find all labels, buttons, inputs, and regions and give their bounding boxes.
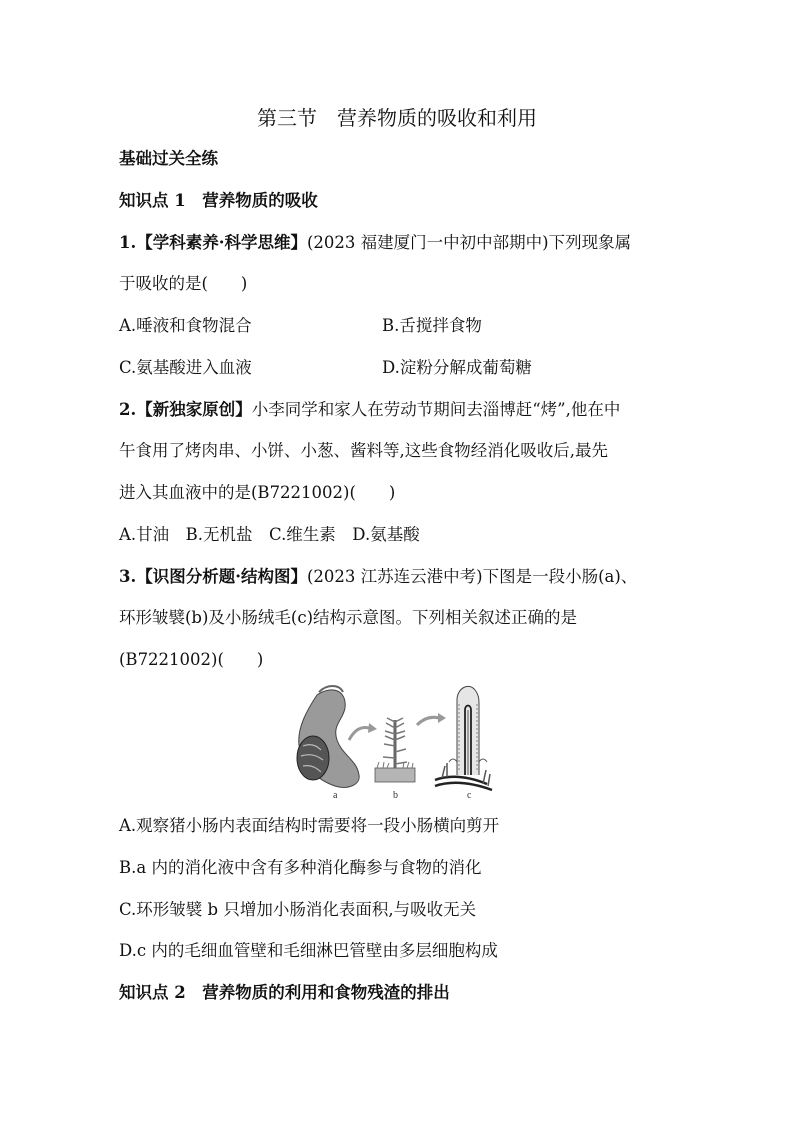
q3-stem-2: 环形皱襞(b)及小肠绒毛(c)结构示意图。下列相关叙述正确的是 [119, 608, 578, 627]
q2-stem-3: 进入其血液中的是(B7221002)( ) [119, 483, 396, 502]
q1-line1 [119, 232, 631, 254]
intestine-structure-figure [287, 680, 502, 805]
q3-option-a: A.观察猪小肠内表面结构时需要将一段小肠横向剪开 [119, 816, 500, 835]
q2-stem-2: 午食用了烤肉串、小饼、小葱、酱料等,这些食物经消化吸收后,最先 [119, 441, 608, 460]
figure-label-a: a [333, 790, 338, 801]
q2-line1 [119, 399, 620, 421]
page-title: 第三节 营养物质的吸收和利用 [257, 106, 537, 130]
q3-stem-3: (B7221002)( ) [119, 650, 264, 669]
knowledge-point-2: 知识点 2 营养物质的利用和食物残渣的排出 [119, 983, 450, 1002]
q3-stem-1: (2023 江苏连云港中考)下图是一段小肠(a)、 [306, 567, 638, 586]
q3-tag: 3.【识图分析题·结构图】 [119, 567, 307, 586]
knowledge-point-1: 知识点 1 营养物质的吸收 [119, 191, 318, 210]
q1-tag: 1.【学科素养·科学思维】 [119, 233, 307, 252]
q1-option-d: D.淀粉分解成葡萄糖 [382, 358, 532, 377]
q1-option-b: B.舌搅拌食物 [382, 316, 482, 335]
q3-option-d: D.c 内的毛细血管壁和毛细淋巴管壁由多层细胞构成 [119, 941, 498, 960]
arrow-a-to-b-icon [349, 728, 369, 741]
figure-label-b: b [393, 790, 398, 801]
q2-tag: 2.【新独家原创】 [119, 400, 252, 419]
q2-options: A.甘油 B.无机盐 C.维生素 D.氨基酸 [119, 525, 420, 544]
q3-option-c: C.环形皱襞 b 只增加小肠消化表面积,与吸收无关 [119, 900, 477, 919]
circular-fold-drawing [375, 718, 415, 782]
q1-option-a: A.唾液和食物混合 [119, 316, 252, 335]
q3-line1 [119, 566, 637, 588]
q2-stem-1: 小李同学和家人在劳动节期间去淄博赶“烤”,他在中 [251, 400, 621, 419]
q1-option-c: C.氨基酸进入血液 [119, 358, 252, 377]
section-heading: 基础过关全练 [119, 149, 218, 168]
arrow-b-to-c-icon [417, 717, 439, 725]
q1-stem-2: 于吸收的是( ) [119, 274, 248, 293]
q3-option-b: B.a 内的消化液中含有多种消化酶参与食物的消化 [119, 858, 482, 877]
villus-drawing [435, 686, 492, 790]
figure-label-c: c [467, 790, 472, 801]
q1-stem-1: (2023 福建厦门一中初中部期中)下列现象属 [306, 233, 632, 252]
